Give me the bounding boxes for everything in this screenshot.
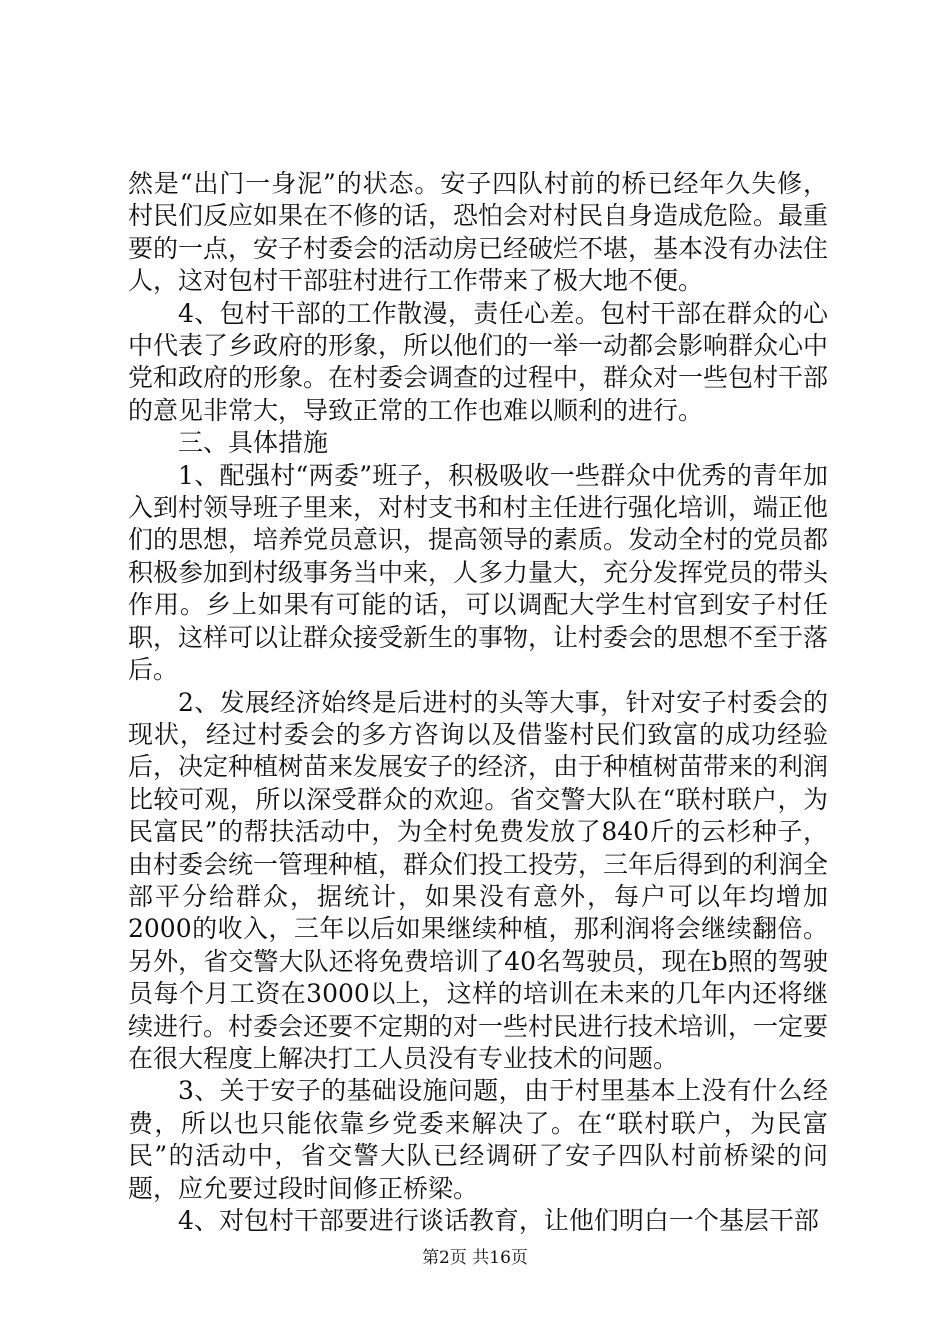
paragraph-item-4-cadre-attitude: 4、包村干部的工作散漫，责任心差。包村干部在群众的心中代表了乡政府的形象，所以他们的一举一动都会影响群众心中党和政府的形象。在村委会调查的过程中，群众对一些包村干部的意见非常大，导致正常的工作也难以顺利的进行。: [128, 298, 829, 425]
page-footer: 第2页 共16页: [422, 1248, 528, 1268]
paragraph-measure-1: 1、配强村“两委”班子，积极吸收一些群众中优秀的青年加入到村领导班子里来，对村支书和村主任进行强化培训，端正他们的思想，培养党员意识，提高领导的素质。发动全村的党员都积极参加到村级事务当中来，人多力量大，充分发挥党员的带头作用。乡上如果有可能的话，可以调配大学生村官到安子村任职，这样可以让群众接受新生的事物，让村委会的思想不至于落后。: [128, 460, 829, 685]
paragraph-measure-3: 3、关于安子的基础设施问题，由于村里基本上没有什么经费，所以也只能依靠乡党委来解决了。在“联村联户，为民富民”的活动中，省交警大队已经调研了安子四队村前桥梁的问题，应允要过段时间修正桥梁。: [128, 1076, 828, 1203]
document-body: [128, 168, 828, 1237]
paragraph-measure-2: 2、发展经济始终是后进村的头等大事，针对安子村委会的现状，经过村委会的多方咨询以及借鉴村民们致富的成功经验后，决定种植树苗来发展安子的经济，由于种植树苗带来的利润比较可观，所以深受群众的欢迎。省交警大队在“联村联户，为民富民”的帮扶活动中，为全村免费发放了840斤的云杉种子，由村委会统一管理种植，群众们投工投劳，三年后得到的利润全部平分给群众，据统计，如果没有意外，每户可以年均增加2000的收入，三年以后如果继续种植，那利润将会继续翻倍。另外，省交警大队还将免费培训了40名驾驶员，现在b照的驾驶员每个月工资在3000以上，这样的培训在未来的几年内还将继续进行。村委会还要不定期的对一些村民进行技术培训，一定要在很大程度上解决打工人员没有专业技术的问题。: [128, 687, 829, 1073]
paragraph-continuation: 然是“出门一身泥”的状态。安子四队村前的桥已经年久失修，村民们反应如果在不修的话，恐怕会对村民自身造成危险。最重要的一点，安子村委会的活动房已经破烂不堪，基本没有办法住人，这对包村干部驻村进行工作带来了极大地不便。: [128, 169, 829, 296]
section-heading-measures: 三、具体措施: [178, 428, 329, 458]
paragraph-measure-4: 4、对包村干部要进行谈话教育，让他们明白一个基层干部: [178, 1206, 819, 1235]
